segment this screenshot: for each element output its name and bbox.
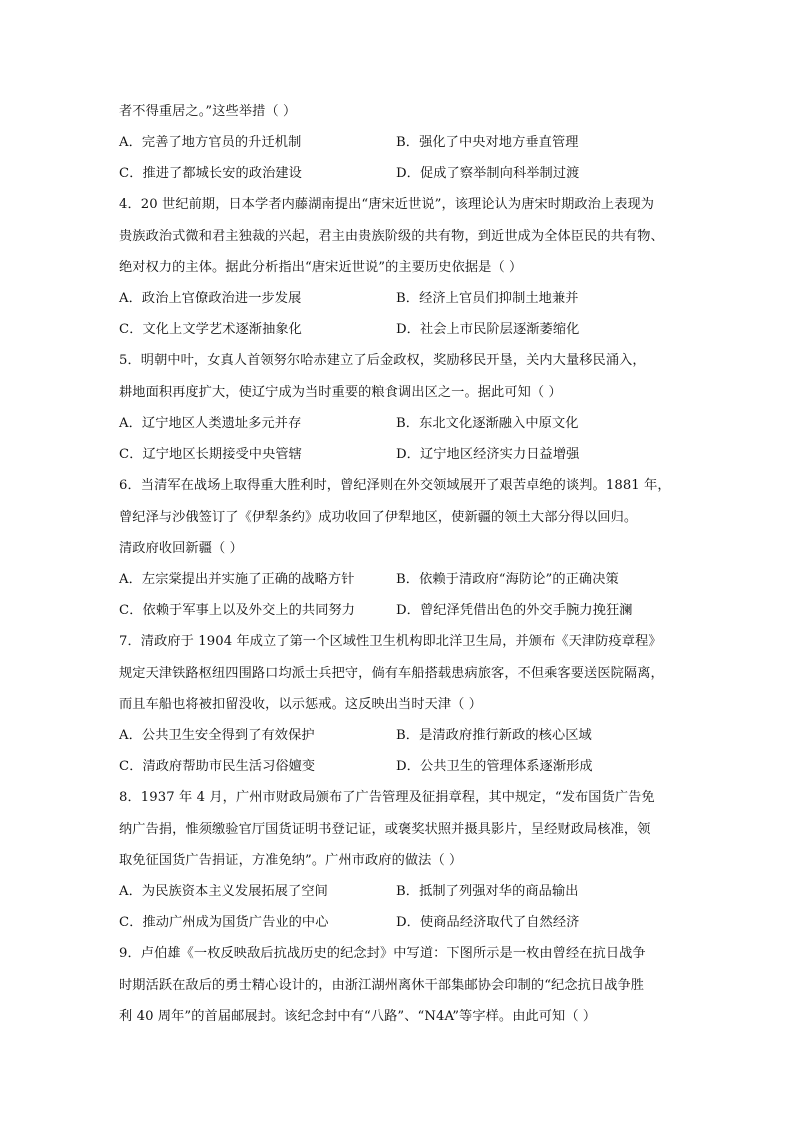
q5-text-line-2: 耕地面积再度扩大，使辽宁成为当时重要的粮食调出区之一。据此可知（ ） (119, 385, 562, 400)
q7-option-a: A．公共卫生安全得到了有效保护 (119, 728, 315, 743)
q6-option-c: C．依赖于军事上以及外交上的共同努力 (119, 603, 356, 618)
q8-option-d: D．使商品经济取代了自然经济 (396, 915, 580, 930)
q5-option-b: B．东北文化逐渐融入中原文化 (396, 416, 579, 431)
q8-text-line-3: 取免征国货广告捐证，方准免纳”。广州市政府的做法（ ） (119, 853, 463, 868)
q9-text-line-2: 时期活跃在敌后的勇士精心设计的，由浙江湖州离休干部集邮协会印制的“纪念抗日战争胜 (119, 978, 645, 993)
q4-option-a: A．政治上官僚政治进一步发展 (119, 291, 302, 306)
q3-option-a: A．完善了地方官员的升迁机制 (119, 135, 302, 150)
q8-option-c: C．推动广州成为国货广告业的中心 (119, 915, 329, 930)
q3-option-d: D．促成了察举制向科举制过渡 (396, 166, 580, 181)
q6-option-b: B．依赖于清政府“海防论”的正确决策 (396, 572, 619, 587)
q7-text-line-2: 规定天津铁路枢纽四围路口均派士兵把守，倘有车船搭载患病旅客，不但乘客要送医院隔离， (119, 666, 664, 681)
q7-option-c: C．清政府帮助市民生活习俗嬗变 (119, 759, 316, 774)
q4-option-d: D．社会上市民阶层逐渐萎缩化 (396, 322, 580, 337)
q7-text-line-1: 7．清政府于 1904 年成立了第一个区域性卫生机构即北洋卫生局，并颁布《天津防疫章程》 (119, 634, 662, 649)
q5-option-a: A．辽宁地区人类遗址多元并存 (119, 416, 302, 431)
q3-text-tail: 者不得重居之。”这些举措（ ） (119, 104, 297, 119)
q5-text-line-1: 5．明朝中叶，女真人首领努尔哈赤建立了后金政权，奖励移民开垦，关内大量移民涌入， (119, 353, 646, 368)
q4-text-line-3: 绝对权力的主体。据此分析指出“唐宋近世说”的主要历史依据是（ ） (119, 260, 523, 275)
q5-option-c: C．辽宁地区长期接受中央管辖 (119, 447, 302, 462)
q6-text-line-2: 曾纪泽与沙俄签订了《伊犁条约》成功收回了伊犁地区，使新疆的领土大部分得以回归。 (119, 510, 638, 525)
q8-option-b: B．抵制了列强对华的商品输出 (396, 884, 579, 899)
q4-option-c: C．文化上文学艺术逐渐抽象化 (119, 322, 302, 337)
q6-option-a: A．左宗棠提出并实施了正确的战略方针 (119, 572, 355, 587)
q7-option-b: B．是清政府推行新政的核心区域 (396, 728, 592, 743)
q8-option-a: A．为民族资本主义发展拓展了空间 (119, 884, 328, 899)
q6-text-line-3: 清政府收回新疆（ ） (119, 541, 243, 556)
q4-option-b: B．经济上官员们抑制土地兼并 (396, 291, 579, 306)
q4-text-line-2: 贵族政治式微和君主独裁的兴起，君主由贵族阶级的共有物，到近世成为全体臣民的共有物、 (119, 229, 664, 244)
q9-text-line-3: 利 40 周年”的首届邮展封。该纪念封中有“八路”、“N4A”等字样。由此可知（ ） (119, 1009, 597, 1024)
q5-option-d: D．辽宁地区经济实力日益增强 (396, 447, 580, 462)
q9-text-line-1: 9．卢伯雄《一枚反映敌后抗战历史的纪念封》中写道：下图所示是一枚由曾经在抗日战争 (119, 946, 646, 961)
q7-text-line-3: 而且车船也将被扣留没收，以示惩戒。这反映出当时天津（ ） (119, 697, 483, 712)
q3-option-b: B．强化了中央对地方垂直管理 (396, 135, 579, 150)
q3-option-c: C．推进了都城长安的政治建设 (119, 166, 302, 181)
q8-text-line-2: 纳广告捐，惟须缴验官厅国货证明书登记证，或褒奖状照并摄具影片，呈经财政局核准，领 (119, 822, 651, 837)
q4-text-line-1: 4．20 世纪前期，日本学者内藤湖南提出“唐宋近世说”，该理论认为唐宋时期政治上表现为 (119, 197, 655, 212)
q6-text-line-1: 6．当清军在战场上取得重大胜利时，曾纪泽则在外交领域展开了艰苦卓绝的谈判。1881 年， (119, 478, 671, 493)
q6-option-d: D．曾纪泽凭借出色的外交手腕力挽狂澜 (396, 603, 633, 618)
q8-text-line-1: 8．1937 年 4 月，广州市财政局颁布了广告管理及征捐章程，其中规定，“发布国货广告免 (119, 790, 655, 805)
q7-option-d: D．公共卫生的管理体系逐渐形成 (396, 759, 593, 774)
